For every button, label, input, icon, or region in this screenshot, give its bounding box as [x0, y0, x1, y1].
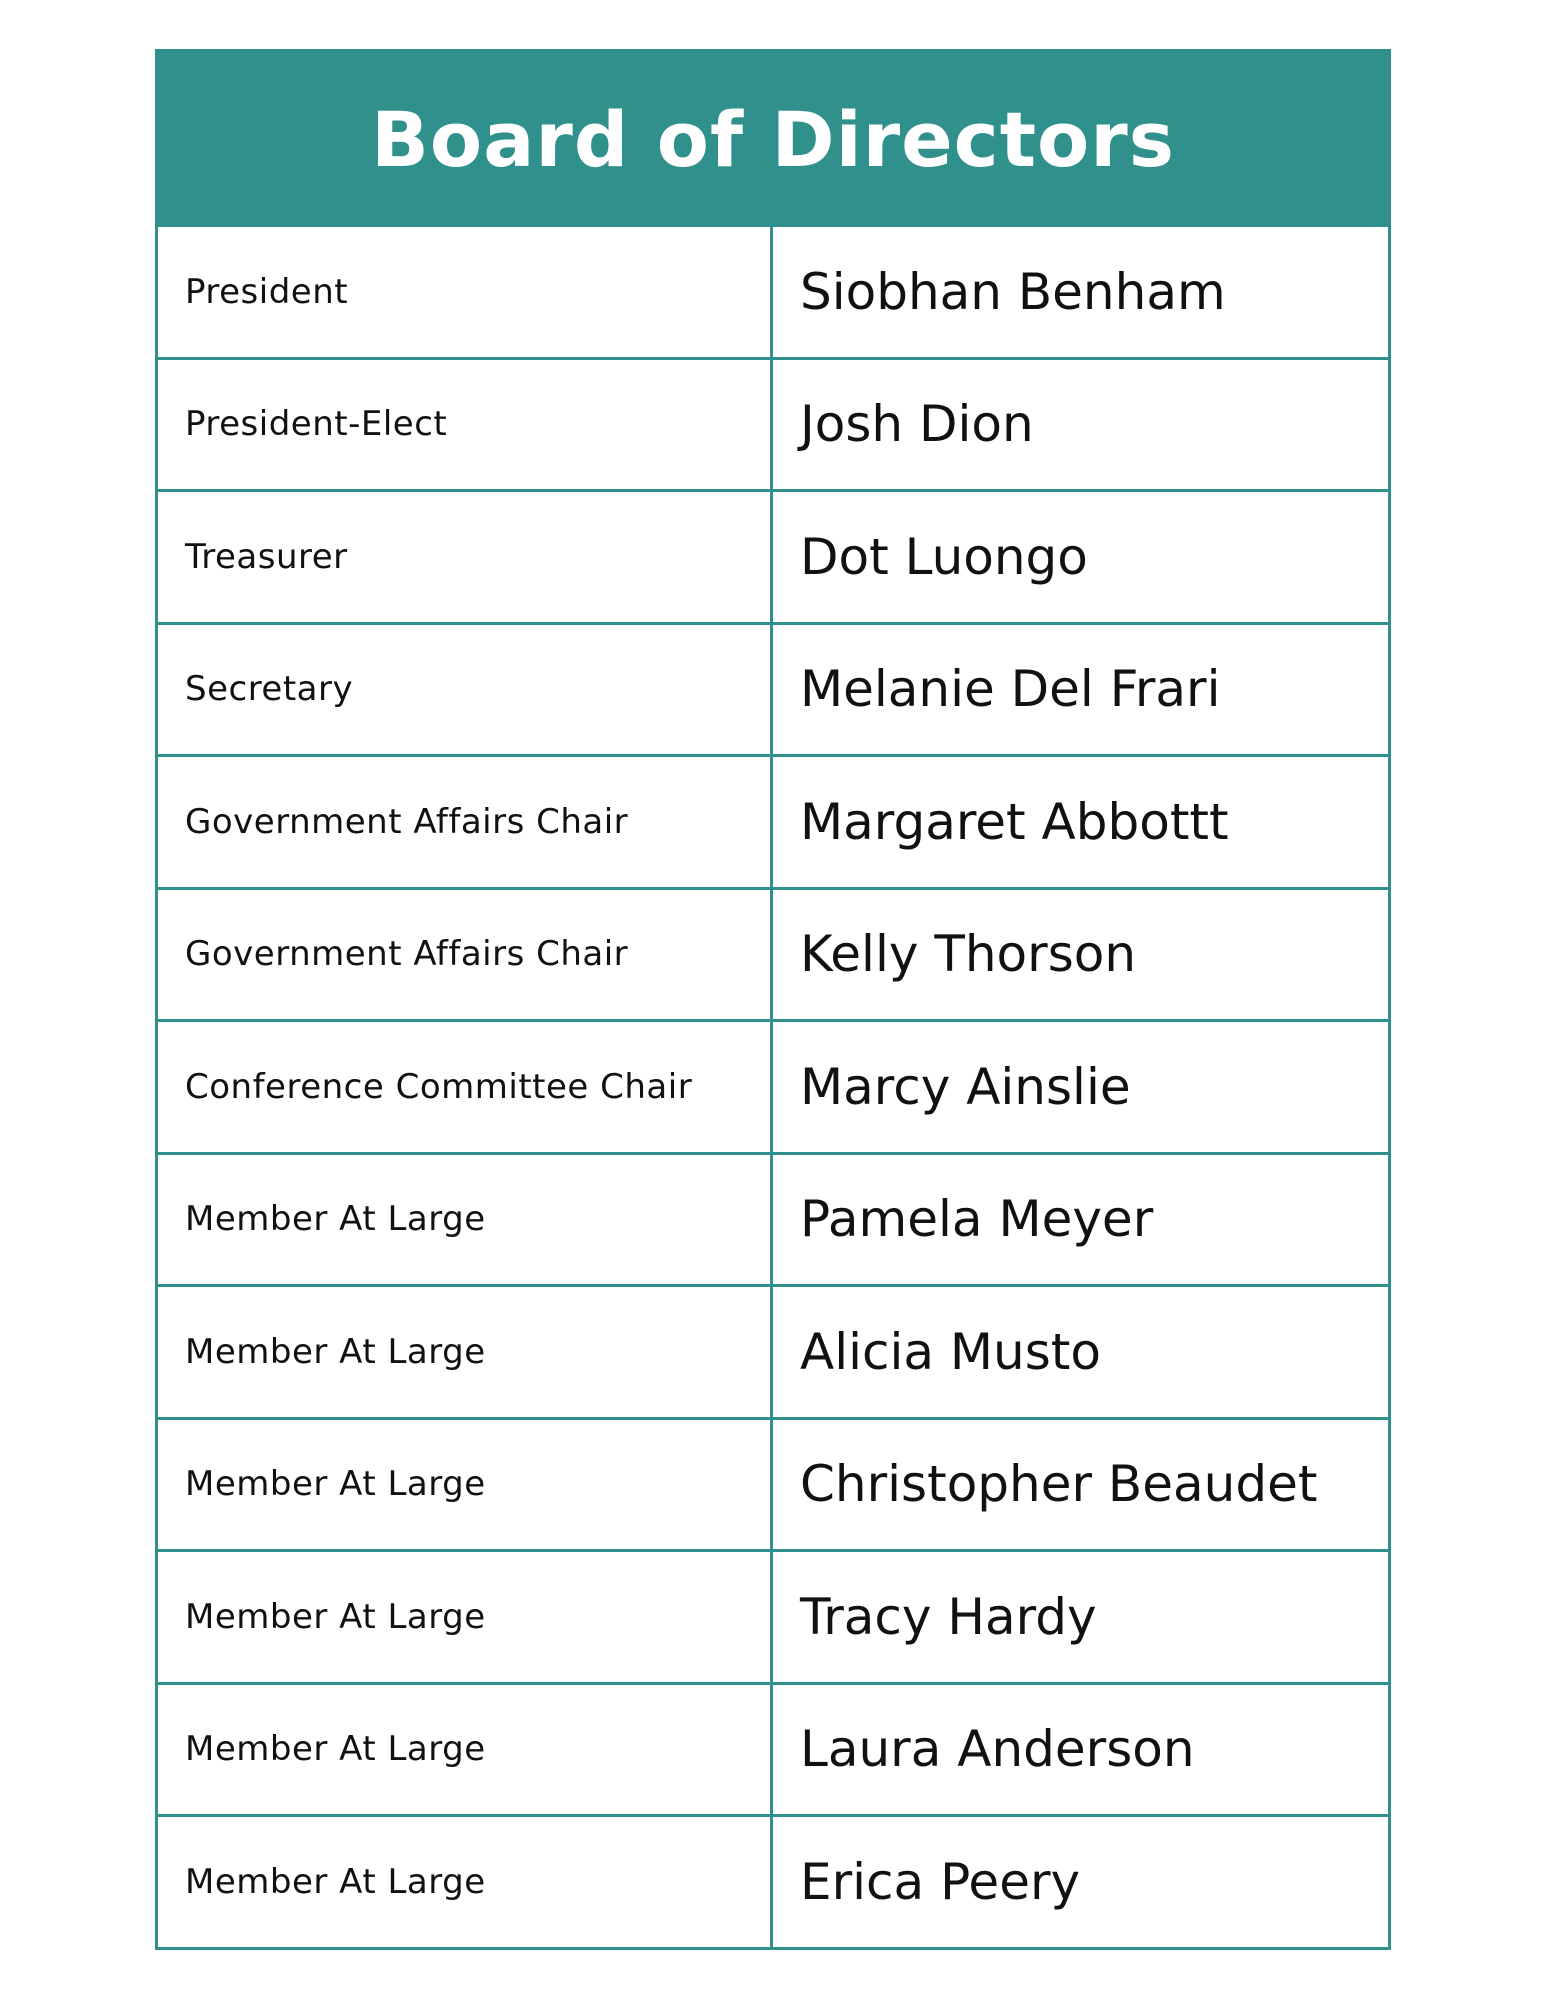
name-cell: [773, 890, 1388, 1020]
role-cell: [158, 1817, 773, 1947]
role-cell: [158, 1022, 773, 1152]
member-name: Tracy Hardy: [800, 1587, 1097, 1646]
name-cell: [773, 1155, 1388, 1285]
name-cell: [773, 492, 1388, 622]
table-row: [158, 227, 1388, 357]
table-row: [158, 489, 1388, 622]
member-name: Erica Peery: [800, 1852, 1081, 1911]
role-label: Government Affairs Chair: [185, 801, 629, 842]
member-name: Laura Anderson: [800, 1720, 1195, 1779]
name-cell: [773, 1817, 1388, 1947]
table-row: [158, 1019, 1388, 1152]
role-label: Member At Large: [185, 1464, 486, 1505]
table-row: [158, 1284, 1388, 1417]
table-row: [158, 622, 1388, 755]
table-row: [158, 887, 1388, 1020]
table-body: [158, 227, 1388, 1947]
member-name: Josh Dion: [800, 395, 1034, 454]
member-name: Kelly Thorson: [800, 925, 1137, 984]
member-name: Siobhan Benham: [800, 262, 1226, 321]
member-name: Melanie Del Frari: [800, 660, 1221, 719]
table-row: [158, 357, 1388, 490]
role-cell: [158, 625, 773, 755]
name-cell: [773, 757, 1388, 887]
role-cell: [158, 1685, 773, 1815]
page-title: Board of Directors: [371, 95, 1175, 184]
role-label: Member At Large: [185, 1861, 486, 1902]
role-label: President-Elect: [185, 404, 448, 445]
role-label: Member At Large: [185, 1729, 486, 1770]
role-cell: [158, 492, 773, 622]
role-label: Member At Large: [185, 1331, 486, 1372]
member-name: Alicia Musto: [800, 1322, 1101, 1381]
name-cell: [773, 360, 1388, 490]
role-label: Member At Large: [185, 1596, 486, 1637]
role-label: Treasurer: [185, 536, 348, 577]
role-cell: [158, 1552, 773, 1682]
table-row: [158, 754, 1388, 887]
role-label: Government Affairs Chair: [185, 934, 629, 975]
board-of-directors-table: [155, 49, 1391, 1950]
name-cell: [773, 1287, 1388, 1417]
table-row: [158, 1814, 1388, 1947]
name-cell: [773, 625, 1388, 755]
role-label: Member At Large: [185, 1199, 486, 1240]
member-name: Pamela Meyer: [800, 1190, 1154, 1249]
table-row: [158, 1417, 1388, 1550]
member-name: Christopher Beaudet: [800, 1455, 1318, 1514]
table-row: [158, 1549, 1388, 1682]
role-label: Conference Committee Chair: [185, 1066, 693, 1107]
name-cell: [773, 1420, 1388, 1550]
table-row: [158, 1152, 1388, 1285]
member-name: Margaret Abbottt: [800, 792, 1229, 851]
role-cell: [158, 1287, 773, 1417]
role-cell: [158, 227, 773, 357]
role-cell: [158, 360, 773, 490]
role-cell: [158, 757, 773, 887]
role-cell: [158, 890, 773, 1020]
role-cell: [158, 1420, 773, 1550]
name-cell: [773, 227, 1388, 357]
table-header: [158, 52, 1388, 227]
name-cell: [773, 1552, 1388, 1682]
member-name: Dot Luongo: [800, 527, 1088, 586]
role-cell: [158, 1155, 773, 1285]
table-row: [158, 1682, 1388, 1815]
name-cell: [773, 1685, 1388, 1815]
role-label: Secretary: [185, 669, 354, 710]
name-cell: [773, 1022, 1388, 1152]
member-name: Marcy Ainslie: [800, 1057, 1131, 1116]
role-label: President: [185, 271, 349, 312]
